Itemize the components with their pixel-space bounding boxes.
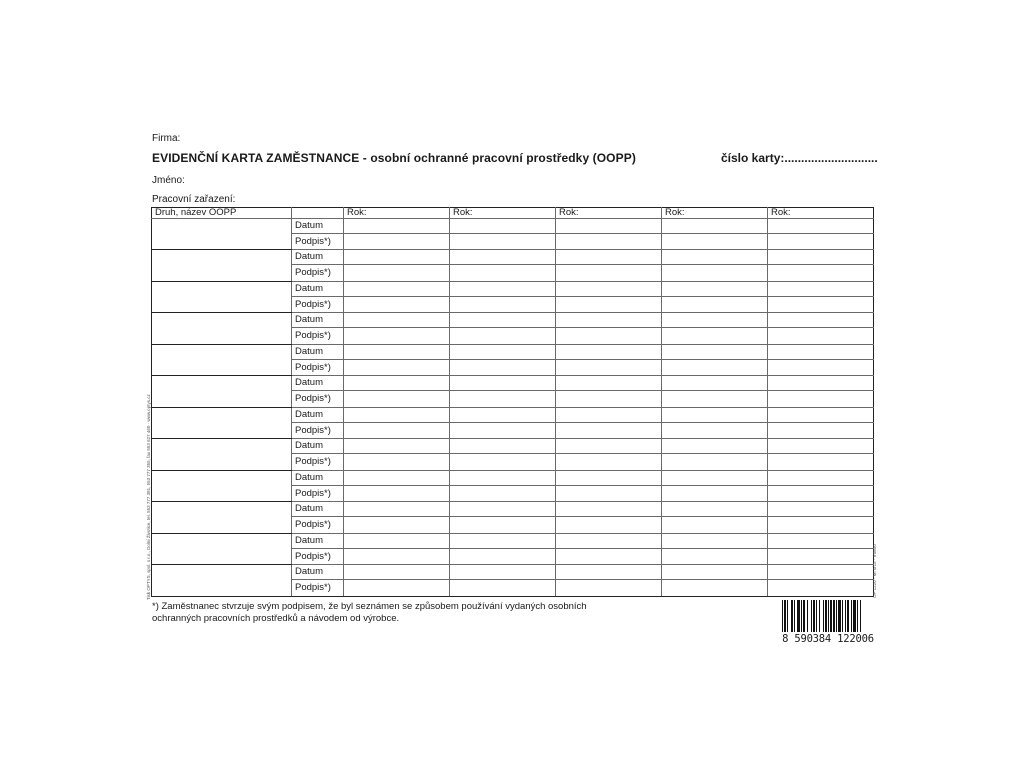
table-row-date (152, 218, 874, 233)
date-cell[interactable] (450, 565, 556, 580)
signature-cell[interactable] (768, 359, 874, 376)
signature-cell[interactable] (556, 391, 662, 408)
signature-cell[interactable] (344, 328, 450, 345)
date-cell[interactable] (450, 250, 556, 265)
signature-cell[interactable] (556, 548, 662, 565)
signature-cell[interactable] (662, 517, 768, 534)
date-cell[interactable] (768, 407, 874, 422)
signature-cell[interactable] (344, 517, 450, 534)
date-cell[interactable] (556, 439, 662, 454)
date-cell[interactable] (450, 218, 556, 233)
signature-cell[interactable] (556, 517, 662, 534)
date-cell[interactable] (768, 218, 874, 233)
date-cell[interactable] (556, 250, 662, 265)
name-label: Jméno: (152, 175, 185, 186)
date-cell[interactable] (450, 281, 556, 296)
date-cell[interactable] (344, 439, 450, 454)
signature-cell[interactable] (662, 328, 768, 345)
signature-cell[interactable] (662, 233, 768, 250)
signature-cell[interactable] (768, 296, 874, 313)
signature-cell[interactable] (450, 454, 556, 471)
date-cell[interactable] (556, 502, 662, 517)
barcode-bar (830, 600, 832, 632)
table-row-date (152, 313, 874, 328)
date-cell[interactable] (662, 565, 768, 580)
header-item-name: Druh, název OOPP (152, 208, 292, 219)
oopp-table (151, 207, 874, 597)
signature-cell[interactable] (450, 296, 556, 313)
signature-cell[interactable] (450, 391, 556, 408)
form-title-sub: - osobní ochranné pracovní prostředky (OOPP) (359, 151, 636, 165)
item-name-cell[interactable] (152, 313, 292, 345)
date-label: Datum (292, 439, 344, 454)
header-type (292, 208, 344, 219)
signature-cell[interactable] (662, 580, 768, 597)
signature-cell[interactable] (556, 580, 662, 597)
signature-cell[interactable] (556, 265, 662, 282)
signature-label: Podpis*) (292, 328, 344, 345)
date-cell[interactable] (450, 439, 556, 454)
footnote: *) Zaměstnanec stvrzuje svým podpisem, že byl seznámen se způsobem používání vydaných osobních ochranných pracovních prostředků a návodem od výrobce. (152, 601, 587, 624)
date-cell[interactable] (662, 344, 768, 359)
signature-cell[interactable] (556, 296, 662, 313)
date-label: Datum (292, 281, 344, 296)
signature-cell[interactable] (662, 391, 768, 408)
barcode-bar (816, 600, 817, 632)
date-label: Datum (292, 502, 344, 517)
item-name-cell[interactable] (152, 470, 292, 502)
signature-cell[interactable] (450, 485, 556, 502)
item-name-cell[interactable] (152, 344, 292, 376)
table-row-date (152, 533, 874, 548)
barcode-bar (851, 600, 852, 632)
table-row-date (152, 439, 874, 454)
date-cell[interactable] (662, 313, 768, 328)
date-cell[interactable] (662, 533, 768, 548)
barcode-bar (845, 600, 846, 632)
date-cell[interactable] (556, 376, 662, 391)
date-cell[interactable] (768, 470, 874, 485)
table-row-date (152, 344, 874, 359)
signature-cell[interactable] (556, 233, 662, 250)
signature-cell[interactable] (450, 233, 556, 250)
date-cell[interactable] (662, 218, 768, 233)
date-cell[interactable] (556, 565, 662, 580)
item-name-cell[interactable] (152, 439, 292, 471)
item-name-cell[interactable] (152, 281, 292, 313)
signature-label: Podpis*) (292, 296, 344, 313)
form-title-main: EVIDENČNÍ KARTA ZAMĚSTNANCE (152, 151, 360, 165)
barcode-bar (797, 600, 800, 632)
card-number-label: číslo karty:............................ (721, 151, 878, 165)
date-cell[interactable] (450, 313, 556, 328)
signature-cell[interactable] (450, 328, 556, 345)
barcode-bar (828, 600, 829, 632)
item-name-cell[interactable] (152, 533, 292, 565)
signature-cell[interactable] (450, 548, 556, 565)
form-title (152, 151, 636, 165)
signature-label: Podpis*) (292, 233, 344, 250)
barcode-bar (825, 600, 827, 632)
table-row-date (152, 565, 874, 580)
signature-cell[interactable] (768, 328, 874, 345)
date-cell[interactable] (556, 407, 662, 422)
date-cell[interactable] (768, 250, 874, 265)
item-name-cell[interactable] (152, 250, 292, 282)
date-cell[interactable] (556, 281, 662, 296)
barcode-bar (838, 600, 841, 632)
date-label: Datum (292, 250, 344, 265)
barcode-bars (781, 600, 875, 632)
table-row-date (152, 281, 874, 296)
signature-label: Podpis*) (292, 517, 344, 534)
date-label: Datum (292, 313, 344, 328)
table-row-date (152, 502, 874, 517)
barcode-bar (860, 600, 861, 632)
barcode-bar (782, 600, 783, 632)
date-label: Datum (292, 470, 344, 485)
signature-cell[interactable] (768, 233, 874, 250)
barcode-bar (787, 600, 788, 632)
signature-cell[interactable] (556, 422, 662, 439)
date-cell[interactable] (450, 344, 556, 359)
date-cell[interactable] (450, 376, 556, 391)
date-cell[interactable] (768, 533, 874, 548)
date-cell[interactable] (768, 344, 874, 359)
date-cell[interactable] (768, 439, 874, 454)
signature-cell[interactable] (662, 359, 768, 376)
date-cell[interactable] (450, 533, 556, 548)
date-cell[interactable] (556, 218, 662, 233)
signature-cell[interactable] (768, 580, 874, 597)
date-cell[interactable] (662, 281, 768, 296)
signature-cell[interactable] (662, 548, 768, 565)
barcode-bar (833, 600, 835, 632)
barcode-bar (811, 600, 812, 632)
signature-cell[interactable] (556, 454, 662, 471)
signature-cell[interactable] (768, 548, 874, 565)
date-cell[interactable] (556, 313, 662, 328)
date-cell[interactable] (556, 470, 662, 485)
signature-label: Podpis*) (292, 359, 344, 376)
signature-cell[interactable] (344, 580, 450, 597)
signature-label: Podpis*) (292, 548, 344, 565)
signature-cell[interactable] (662, 422, 768, 439)
signature-cell[interactable] (344, 454, 450, 471)
date-cell[interactable] (768, 376, 874, 391)
date-cell[interactable] (662, 470, 768, 485)
signature-label: Podpis*) (292, 485, 344, 502)
signature-cell[interactable] (344, 422, 450, 439)
table-row-date (152, 376, 874, 391)
printer-imprint: Tisk OPTYS, spol. s r.o., Dolní Životice, tel. 553 777 381, 553 777 355, fax 553 627 460 · www.optys.cz (146, 394, 151, 600)
barcode-bar (857, 600, 858, 632)
barcode-bar (807, 600, 808, 632)
date-label: Datum (292, 565, 344, 580)
barcode-bar (784, 600, 786, 632)
date-cell[interactable] (344, 218, 450, 233)
signature-cell[interactable] (768, 517, 874, 534)
date-cell[interactable] (662, 376, 768, 391)
date-cell[interactable] (344, 344, 450, 359)
date-cell[interactable] (344, 313, 450, 328)
signature-cell[interactable] (662, 454, 768, 471)
date-cell[interactable] (344, 407, 450, 422)
date-cell[interactable] (768, 565, 874, 580)
barcode-bar (801, 600, 802, 632)
barcode-bar (819, 600, 820, 632)
barcode-bar (842, 600, 843, 632)
header-year-4: Rok: (662, 208, 768, 219)
signature-label: Podpis*) (292, 580, 344, 597)
barcode-bar (794, 600, 795, 632)
date-cell[interactable] (450, 502, 556, 517)
signature-cell[interactable] (768, 422, 874, 439)
date-cell[interactable] (344, 502, 450, 517)
position-label: Pracovní zařazení: (152, 194, 236, 205)
firma-label: Firma: (152, 133, 181, 144)
signature-cell[interactable] (662, 485, 768, 502)
barcode-bar (813, 600, 815, 632)
signature-cell[interactable] (556, 328, 662, 345)
signature-cell[interactable] (768, 454, 874, 471)
date-cell[interactable] (344, 250, 450, 265)
signature-cell[interactable] (450, 359, 556, 376)
barcode-bar (853, 600, 856, 632)
header-year-5: Rok: (768, 208, 874, 219)
signature-cell[interactable] (344, 265, 450, 282)
item-name-cell[interactable] (152, 502, 292, 534)
date-cell[interactable] (344, 533, 450, 548)
signature-cell[interactable] (344, 391, 450, 408)
date-label: Datum (292, 344, 344, 359)
form-code: OP 1220 · MI 0/15 · V0800 (872, 544, 877, 598)
signature-label: Podpis*) (292, 454, 344, 471)
signature-cell[interactable] (344, 485, 450, 502)
signature-cell[interactable] (344, 548, 450, 565)
header-year-3: Rok: (556, 208, 662, 219)
date-label: Datum (292, 218, 344, 233)
barcode-bar (836, 600, 837, 632)
date-cell[interactable] (344, 470, 450, 485)
date-cell[interactable] (662, 502, 768, 517)
signature-cell[interactable] (450, 422, 556, 439)
item-name-cell[interactable] (152, 565, 292, 597)
barcode-number: 8 590384 122006 (782, 633, 874, 645)
signature-cell[interactable] (450, 517, 556, 534)
signature-cell[interactable] (450, 265, 556, 282)
date-cell[interactable] (450, 407, 556, 422)
date-cell[interactable] (556, 344, 662, 359)
signature-cell[interactable] (662, 296, 768, 313)
signature-cell[interactable] (344, 359, 450, 376)
signature-cell[interactable] (768, 391, 874, 408)
signature-cell[interactable] (450, 580, 556, 597)
date-label: Datum (292, 533, 344, 548)
date-cell[interactable] (344, 376, 450, 391)
signature-cell[interactable] (556, 485, 662, 502)
item-name-cell[interactable] (152, 218, 292, 250)
date-label: Datum (292, 376, 344, 391)
signature-cell[interactable] (768, 485, 874, 502)
date-cell[interactable] (768, 281, 874, 296)
date-cell[interactable] (344, 565, 450, 580)
table-row-date (152, 407, 874, 422)
barcode-bar (791, 600, 793, 632)
date-cell[interactable] (344, 281, 450, 296)
date-label: Datum (292, 407, 344, 422)
barcode (781, 600, 875, 646)
signature-cell[interactable] (344, 233, 450, 250)
table-row-date (152, 470, 874, 485)
item-name-cell[interactable] (152, 376, 292, 408)
signature-cell[interactable] (662, 265, 768, 282)
barcode-bar (823, 600, 824, 632)
header-year-2: Rok: (450, 208, 556, 219)
date-cell[interactable] (662, 439, 768, 454)
table-row-date (152, 250, 874, 265)
date-cell[interactable] (450, 470, 556, 485)
date-cell[interactable] (662, 407, 768, 422)
signature-label: Podpis*) (292, 391, 344, 408)
signature-label: Podpis*) (292, 265, 344, 282)
signature-label: Podpis*) (292, 422, 344, 439)
signature-cell[interactable] (556, 359, 662, 376)
item-name-cell[interactable] (152, 407, 292, 439)
date-cell[interactable] (556, 533, 662, 548)
barcode-bar (847, 600, 849, 632)
signature-cell[interactable] (344, 296, 450, 313)
signature-cell[interactable] (768, 265, 874, 282)
date-cell[interactable] (768, 502, 874, 517)
header-year-1: Rok: (344, 208, 450, 219)
barcode-bar (803, 600, 805, 632)
table-header-row (152, 208, 874, 219)
date-cell[interactable] (662, 250, 768, 265)
date-cell[interactable] (768, 313, 874, 328)
